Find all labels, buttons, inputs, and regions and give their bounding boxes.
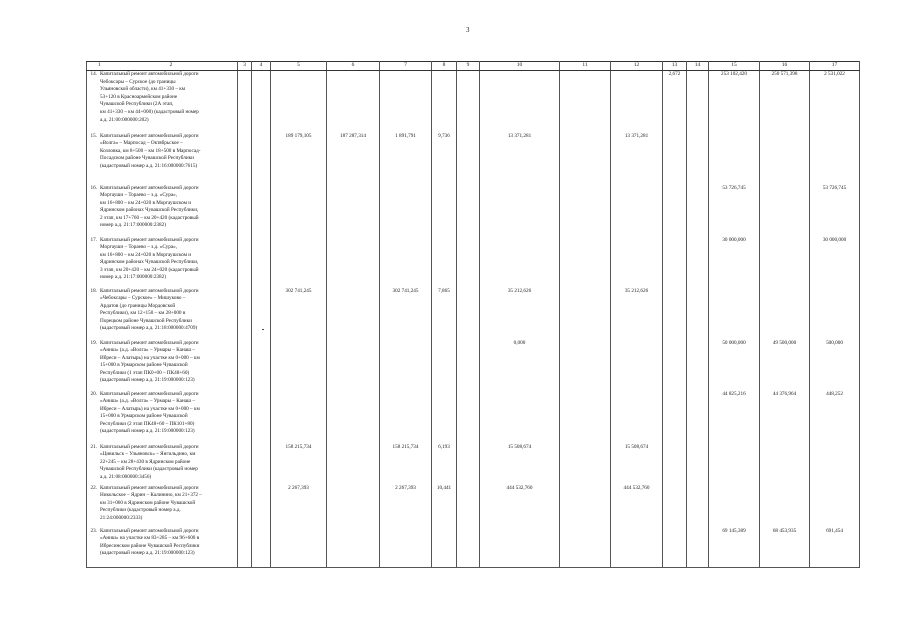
value-c5: 2 267,393 [271,485,327,528]
description-line: 15+000 в Урмарском районе Чувашской [100,362,188,369]
header-cell [810,62,860,71]
description-line: а.д. 21:08:000000:3456) [100,473,152,480]
value-c6 [327,485,380,528]
value-c17 [810,444,860,485]
row-number: 18. [90,287,97,294]
empty-cell [560,340,611,391]
value-c7 [380,237,432,288]
value-c8 [432,340,457,391]
description-line: Ульяновской области), км 41+330 – км [100,86,186,93]
description-line: (кадастровый номер а.д. 21:19:000000:123) [100,377,195,384]
empty-cell [238,71,252,133]
value-c17: 448,252 [810,391,860,444]
row-number: 20. [90,390,97,397]
description-line: номер а.д. 21:17:000000:2382) [100,274,166,281]
description-line: «Волга» – Марпосад – Октябрьское – [100,140,183,147]
description-line: Моргауши – Тораево – з.д. «Сура», [100,192,178,199]
empty-cell [252,528,271,568]
description-line [89,340,235,348]
value-c16 [760,485,810,528]
header-label: 7 [404,62,407,68]
description-line: (кадастровый номер а.д. 21:19:000000:123) [100,428,195,435]
object-description [87,444,238,485]
header-cell [432,62,457,71]
header-label: 9 [466,62,470,68]
table-row [87,528,860,568]
header-label: 4 [259,62,263,68]
empty-cell [457,185,480,237]
empty-cell [238,133,252,185]
value-c6: 187 287,314 [327,133,380,185]
value-c5 [271,391,327,444]
value-c16: 68 453,935 [760,528,810,568]
description-line: Порецком районе Чувашской Республики [100,317,192,324]
empty-cell [687,444,709,485]
value-c6 [327,340,380,391]
row-number: 21. [90,443,97,450]
value-c13 [663,288,687,340]
value-c5: 158 215,734 [271,444,327,485]
header-label: 2 [169,62,173,68]
description-line: 3 этап, км 20+420 – км 24+020 (кадастровый [100,266,199,273]
empty-cell [457,340,480,391]
value-c10: 15 508,674 [480,444,560,485]
row-number: 23. [90,527,97,534]
description-line [89,444,235,452]
empty-cell [457,391,480,444]
description-line: «Аниш» (а.д. «Волга» – Урмары – Канаш – [100,398,195,405]
table-row [87,444,860,485]
description-line: Республики (кадастровый номер а.д. [100,507,181,514]
description-line: а.д. 21:00:000000:202) [100,116,149,123]
description-text: Капитальный ремонт автомобильной дороги [100,339,199,346]
row-number: 17. [90,236,97,243]
value-c10 [480,528,560,568]
description-line: км 31+060 в Ядринском районе Чувашской [100,499,196,506]
header-cell [760,62,810,71]
value-c13 [663,528,687,568]
description-line [89,528,235,536]
object-description [87,340,238,391]
value-c12: 35 212,626 [611,288,663,340]
row-number: 19. [90,339,97,346]
description-line: Моргауши – Тораево – з.д. «Сура», [100,244,178,251]
value-c10: 0,000 [480,340,560,391]
empty-cell [560,444,611,485]
value-c15: 44 825,216 [709,391,760,444]
value-c12: 444 532,760 [611,485,663,528]
header-cell [87,62,238,71]
description-line: км 16+800 – км 24+020 в Моргаушском и [100,199,192,206]
value-c17: 691,454 [810,528,860,568]
empty-cell [687,71,709,133]
value-c7: 1 891,791 [380,133,432,185]
empty-cell [238,185,252,237]
description-line: Чувашской Республики (кадастровый номер [100,466,198,473]
empty-cell [238,340,252,391]
description-line [89,237,235,245]
value-c12 [611,71,663,133]
value-c16: 250 571,398 [760,71,810,133]
value-c13 [663,485,687,528]
table-row [87,340,860,391]
empty-cell [252,444,271,485]
header-cell [457,62,480,71]
header-label: 8 [442,62,446,68]
value-c5 [271,185,327,237]
description-text: Капитальный ремонт автомобильной дороги [100,287,199,294]
description-line: км 16+800 – км 24+020 в Моргаушском и [100,251,192,258]
header-label: 12 [633,62,640,68]
empty-cell [687,485,709,528]
table-row [87,485,860,528]
value-c17 [810,288,860,340]
empty-cell [560,391,611,444]
empty-cell [238,237,252,288]
header-cell [480,62,560,71]
value-c7 [380,391,432,444]
empty-cell [252,185,271,237]
empty-cell [457,237,480,288]
description-line: км 41+330 – км 44+000) (кадастровый номер [100,108,199,115]
empty-cell [252,288,271,340]
table-row [87,288,860,340]
header-label: 1 [98,62,101,68]
value-c10 [480,185,560,237]
value-c13 [663,133,687,185]
value-c17 [810,133,860,185]
value-c15: 69 145,389 [709,528,760,568]
value-c5: 189 179,105 [271,133,327,185]
description-text: Капитальный ремонт автомобильной дороги [100,236,199,243]
empty-cell [238,444,252,485]
value-c16 [760,288,810,340]
empty-cell [457,485,480,528]
empty-cell [560,288,611,340]
value-c5 [271,71,327,133]
value-c6 [327,528,380,568]
description-line: 22+245 – км 28+430 в Ядринском районе [100,458,191,465]
description-line: (кадастровый номер а.д. 21:16:000000:7615) [100,162,198,169]
value-c16 [760,133,810,185]
value-c8 [432,391,457,444]
value-c15: 53 726,745 [709,185,760,237]
value-c7 [380,528,432,568]
empty-cell [687,133,709,185]
value-c5 [271,237,327,288]
value-c5: 302 741,245 [271,288,327,340]
value-c5 [271,528,327,568]
empty-cell [687,185,709,237]
empty-cell [238,485,252,528]
value-c13 [663,391,687,444]
value-c7: 158 215,734 [380,444,432,485]
description-line: Ибреси – Алатырь) на участке км 0+000 – км [100,405,200,412]
header-label: 15 [731,62,737,68]
description-line: (кадастровый номер а.д. 21:19:000000:123) [100,550,195,557]
value-c12 [611,391,663,444]
page-number: 3 [466,26,470,34]
table-row [87,185,860,237]
stray-mark [262,329,264,330]
empty-cell [457,288,480,340]
table-row [87,237,860,288]
value-c17: 53 726,745 [810,185,860,237]
value-c15: 253 102,420 [709,71,760,133]
empty-cell [238,288,252,340]
value-c16 [760,237,810,288]
description-line: «Цивильск – Ульяновск» – Янгильдино, км [100,451,196,458]
header-cell [327,62,380,71]
object-description [87,288,238,340]
value-c5 [271,340,327,391]
description-line: Республики (1 этап ПК0+00 – ПК48+60) [100,369,190,376]
object-description [87,185,238,237]
value-c7 [380,185,432,237]
program-table [86,61,860,568]
value-c10 [480,391,560,444]
empty-cell [252,133,271,185]
empty-cell [560,185,611,237]
value-c17: 30 000,000 [810,237,860,288]
description-line: 15+000 в Урмарском районе Чувашской [100,413,188,420]
description-text: Капитальный ремонт автомобильной дороги [100,390,199,397]
header-label: 6 [351,62,355,68]
header-label: 17 [831,62,838,68]
value-c6 [327,444,380,485]
value-c8 [432,528,457,568]
description-line: Ибресинском районе Чувашской Республики [100,542,200,549]
value-c10: 444 532,760 [480,485,560,528]
value-c15: 50 000,000 [709,340,760,391]
description-text: Капитальный ремонт автомобильной дороги [100,484,199,491]
description-line: Ядринском районах Чувашской Республики, [100,207,199,214]
header-cell [687,62,709,71]
value-c13 [663,237,687,288]
empty-cell [457,444,480,485]
value-c15: 30 000,000 [709,237,760,288]
value-c12: 13 371,281 [611,133,663,185]
value-c10 [480,71,560,133]
header-label: 3 [243,62,246,68]
empty-cell [687,340,709,391]
empty-cell [457,133,480,185]
value-c15 [709,485,760,528]
header-label: 10 [516,62,523,68]
value-c8: 9,736 [432,133,457,185]
row-number: 14. [90,71,97,77]
description-line [89,288,235,296]
table-row [87,391,860,444]
description-line: номер а.д. 21:17:000000:2382) [100,222,166,229]
value-c13 [663,185,687,237]
description-text: Капитальный ремонт автомобильной дороги [100,184,199,191]
value-c13 [663,444,687,485]
description-line: Посадском районе Чувашской Республики [100,155,194,162]
description-line: Ардатов (до границы Мордовской [100,302,176,309]
row-number: 22. [90,484,97,491]
object-description [87,237,238,288]
object-description [87,391,238,444]
empty-cell [687,237,709,288]
header-cell [380,62,432,71]
empty-cell [560,485,611,528]
value-c12 [611,237,663,288]
header-cell [611,62,663,71]
empty-cell [457,528,480,568]
value-c12 [611,528,663,568]
value-c10: 13 371,281 [480,133,560,185]
description-line [89,185,235,193]
empty-cell [560,71,611,133]
description-line: «Аниш» на участке км 83+285 – км 96+600 в [100,535,200,542]
value-c8 [432,71,457,133]
value-c17: 500,000 [810,340,860,391]
description-text: Капитальный ремонт автомобильной дороги [100,527,199,534]
description-line: 53+120 в Красноармейском районе [100,93,178,100]
description-line: Республики), км 12+150 – км 28+000 в [100,310,186,317]
value-c8: 6,193 [432,444,457,485]
object-description [87,528,238,568]
description-line: Ядринском районах Чувашской Республики, [100,259,199,266]
description-text: Капитальный ремонт автомобильной дороги [100,132,199,139]
description-line: «Чебоксары – Сурское» – Мишуково – [100,295,186,302]
header-cell [238,62,252,71]
empty-cell [560,133,611,185]
value-c12: 15 508,674 [611,444,663,485]
value-c10 [480,237,560,288]
value-c8 [432,185,457,237]
row-number: 16. [90,184,97,191]
value-c16: 44 376,964 [760,391,810,444]
empty-cell [252,485,271,528]
table-row [87,71,860,133]
value-c15 [709,288,760,340]
header-cell [560,62,611,71]
header-label: 5 [297,62,300,68]
empty-cell [238,528,252,568]
description-line: Чувашской Республики (2А этап, [100,101,174,108]
value-c13 [663,340,687,391]
value-c6 [327,237,380,288]
value-c16 [760,185,810,237]
description-line: Республики (2 этап ПК48+60 – ПК101+80) [100,420,195,427]
description-text: Капитальный ремонт автомобильной дороги [100,71,199,77]
description-text: Капитальный ремонт автомобильной дороги [100,443,199,450]
empty-cell [687,288,709,340]
description-line: Козловка, км 8+500 – км 18+500 в Марпосад- [100,147,201,154]
empty-cell [560,237,611,288]
header-cell [709,62,760,71]
header-cell [271,62,327,71]
empty-cell [252,340,271,391]
empty-cell [687,528,709,568]
value-c16 [760,444,810,485]
value-c17: 2 531,022 [810,71,860,133]
value-c8 [432,237,457,288]
object-description [87,485,238,528]
value-c16: 49 500,000 [760,340,810,391]
empty-cell [252,391,271,444]
value-c7: 2 267,393 [380,485,432,528]
empty-cell [238,391,252,444]
value-c15 [709,444,760,485]
value-c13: 2,672 [663,71,687,133]
description-line: 2 этап, км 17+760 – км 20+420 (кадастровый [100,214,199,221]
value-c17 [810,485,860,528]
description-line: «Аниш» (а.д. «Волга» – Урмары – Канаш – [100,347,195,354]
table-row [87,133,860,185]
value-c10: 35 212,626 [480,288,560,340]
value-c6 [327,288,380,340]
value-c12 [611,185,663,237]
description-line [89,485,235,493]
value-c15 [709,133,760,185]
value-c8: 7,865 [432,288,457,340]
description-line: (кадастровый номер а.д. 21:18:000000:4709) [100,325,198,332]
value-c6 [327,71,380,133]
empty-cell [252,237,271,288]
header-label: 11 [582,62,588,68]
header-label: 16 [781,62,788,68]
description-line [89,391,235,399]
value-c8: 10,441 [432,485,457,528]
description-line: Ибреси – Алатырь) на участке км 0+000 – км [100,354,200,361]
value-c6 [327,391,380,444]
header-label: 13 [671,62,678,68]
description-line [89,71,235,79]
value-c6 [327,185,380,237]
row-number: 15. [90,132,97,139]
empty-cell [252,71,271,133]
header-cell [663,62,687,71]
description-line: 21:24:000000:2333) [100,514,143,521]
header-row [87,62,860,71]
description-line [89,133,235,141]
empty-cell [560,528,611,568]
header-cell [252,62,271,71]
object-description [87,133,238,185]
value-c7: 302 741,245 [380,288,432,340]
value-c12 [611,340,663,391]
value-c7 [380,340,432,391]
object-description [87,71,238,133]
empty-cell [457,71,480,133]
header-label: 14 [694,62,701,68]
empty-cell [687,391,709,444]
description-line: Никольское – Ядрин – Калинино, км 21+372 – [100,492,202,499]
value-c7 [380,71,432,133]
description-line: Чебоксары – Сурское (до границы [100,78,176,85]
